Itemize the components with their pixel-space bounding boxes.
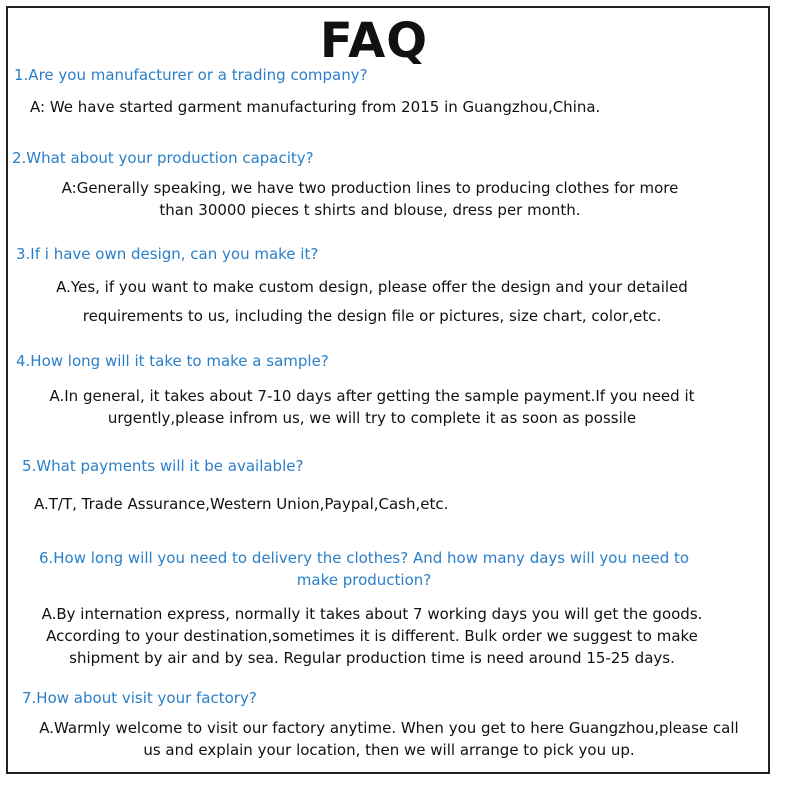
faq-answer-1 (30, 96, 600, 118)
question-line: 6.How long will you need to delivery the clothes? And how many days will you need to (38, 549, 690, 567)
answer-line: urgently,please infrom us, we will try to complete it as soon as possile (107, 409, 637, 427)
faq-answer-2 (32, 177, 708, 221)
answer-line: A.Warmly welcome to visit our factory anytime. When you get to here Guangzhou,please call (39, 719, 739, 737)
faq-answer-3 (32, 273, 712, 331)
question-line: 1.Are you manufacturer or a trading company? (14, 66, 368, 84)
answer-line: requirements to us, including the design file or pictures, size chart, color,etc. (82, 307, 662, 325)
faq-question-6 (14, 547, 714, 591)
answer-line: A.By internation express, normally it takes about 7 working days you will get the goods. (41, 605, 703, 623)
answer-line: us and explain your location, then we will arrange to pick you up. (143, 741, 635, 759)
answer-line: shipment by air and by sea. Regular production time is need around 15-25 days. (69, 649, 675, 667)
answer-line: A.Yes, if you want to make custom design, please offer the design and your detailed (56, 278, 688, 296)
page-title: FAQ (319, 13, 429, 69)
question-line: 2.What about your production capacity? (12, 149, 314, 167)
question-line: 7.How about visit your factory? (22, 689, 257, 707)
question-line: 3.If i have own design, can you make it? (16, 245, 319, 263)
answer-line: A.In general, it takes about 7-10 days after getting the sample payment.If you need it (49, 387, 695, 405)
faq-question-2 (12, 147, 314, 169)
question-line: 5.What payments will it be available? (22, 457, 304, 475)
answer-line: than 30000 pieces t shirts and blouse, dress per month. (159, 201, 581, 219)
faq-answer-4 (32, 385, 712, 429)
faq-question-7 (22, 687, 257, 709)
answer-line: A: We have started garment manufacturing from 2015 in Guangzhou,China. (30, 98, 601, 116)
faq-question-3 (16, 243, 318, 265)
question-line: make production? (296, 571, 432, 589)
answer-line: According to your destination,sometimes it is different. Bulk order we suggest to make (46, 627, 698, 645)
faq-answer-7 (14, 717, 764, 761)
faq-question-4 (16, 350, 329, 372)
question-line: 4.How long will it take to make a sample? (16, 352, 329, 370)
faq-question-1 (14, 64, 368, 86)
faq-question-5 (22, 455, 303, 477)
answer-line: A:Generally speaking, we have two production lines to producing clothes for more (61, 179, 679, 197)
faq-answer-5 (34, 493, 448, 515)
faq-answer-6 (14, 603, 730, 669)
answer-line: A.T/T, Trade Assurance,Western Union,Paypal,Cash,etc. (34, 495, 449, 513)
faq-frame (6, 6, 770, 774)
